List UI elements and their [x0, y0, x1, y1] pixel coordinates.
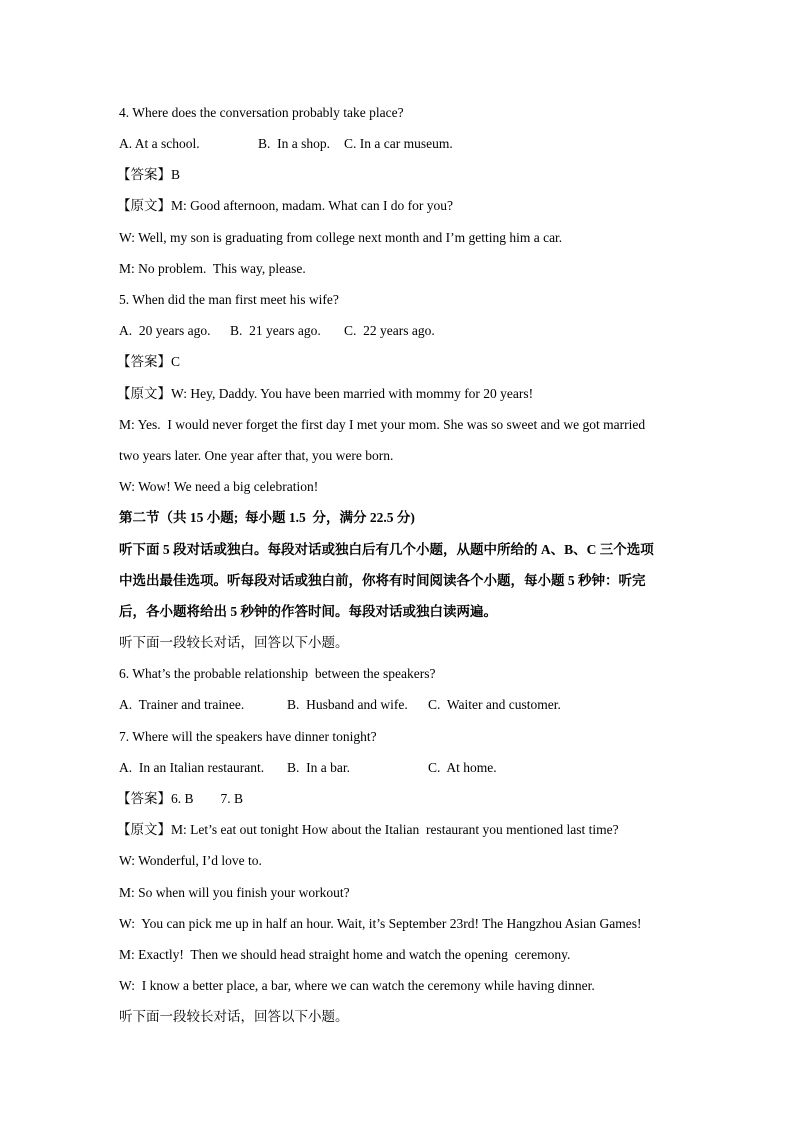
section-2-instructions-line-2: 中选出最佳选项。听每段对话或独白前，你将有时间阅读各个小题，每小题 5 秒钟：听完	[119, 573, 646, 588]
q4-transcript-line-3: M: No problem. This way, please.	[119, 261, 306, 276]
q7-option-c: C. At home.	[428, 760, 497, 775]
q5-option-b: B. 21 years ago.	[230, 323, 321, 338]
q5-transcript-line-4: W: Wow! We need a big celebration!	[119, 479, 319, 494]
q5-option-a: A. 20 years ago.	[119, 323, 211, 338]
q4-option-b: B. In a shop.	[258, 136, 330, 151]
q6-q7-answer: 【答案】6. B 7. B	[117, 791, 244, 806]
q7-option-b: B. In a bar.	[287, 760, 350, 775]
q6-option-b: B. Husband and wife.	[287, 697, 408, 712]
q7-transcript-line-4: W: You can pick me up in half an hour. Wait, it’s September 23rd! The Hangzhou Asian Games!	[119, 916, 642, 931]
q7-transcript-line-3: M: So when will you finish your workout?	[119, 885, 350, 900]
section-2-lead-in: 听下面一段较长对话，回答以下小题。	[119, 635, 349, 650]
section-2-heading: 第二节（共 15 小题; 每小题 1.5 分，满分 22.5 分)	[119, 510, 415, 525]
section-2-instructions-line-3: 后，各小题将给出 5 秒钟的作答时间。每段对话或独白读两遍。	[119, 604, 497, 619]
q4-option-c: C. In a car museum.	[344, 136, 453, 151]
q4-transcript-line-1: 【原文】M: Good afternoon, madam. What can I do for you?	[117, 198, 454, 213]
q7-transcript-line-2: W: Wonderful, I’d love to.	[119, 853, 262, 868]
section-2-instructions-line-1: 听下面 5 段对话或独白。每段对话或独白后有几个小题，从题中所给的 A、B、C 三个选项	[119, 542, 654, 557]
q4-answer: 【答案】B	[117, 167, 181, 182]
q7-option-a: A. In an Italian restaurant.	[119, 760, 265, 775]
q5-answer: 【答案】C	[117, 354, 181, 369]
q5-transcript-line-2: M: Yes. I would never forget the first day I met your mom. She was so sweet and we got married	[119, 417, 646, 432]
q5-transcript-line-1: 【原文】W: Hey, Daddy. You have been married with mommy for 20 years!	[117, 386, 534, 401]
q6-option-a: A. Trainer and trainee.	[119, 697, 245, 712]
q7-transcript-line-5: M: Exactly! Then we should head straight home and watch the opening ceremony.	[119, 947, 571, 962]
q4-option-a: A. At a school.	[119, 136, 200, 151]
q5-option-c: C. 22 years ago.	[344, 323, 435, 338]
question-5: 5. When did the man first meet his wife?	[119, 292, 339, 307]
next-lead-in: 听下面一段较长对话，回答以下小题。	[119, 1009, 349, 1024]
q6-option-c: C. Waiter and customer.	[428, 697, 561, 712]
question-4: 4. Where does the conversation probably take place?	[119, 105, 404, 120]
q7-transcript-line-1: 【原文】M: Let’s eat out tonight How about the Italian restaurant you mentioned last time?	[117, 822, 619, 837]
q7-transcript-line-6: W: I know a better place, a bar, where we can watch the ceremony while having dinner.	[119, 978, 595, 993]
q5-transcript-line-3: two years later. One year after that, you were born.	[119, 448, 394, 463]
q4-transcript-line-2: W: Well, my son is graduating from college next month and I’m getting him a car.	[119, 230, 563, 245]
question-7: 7. Where will the speakers have dinner tonight?	[119, 729, 377, 744]
question-6: 6. What’s the probable relationship between the speakers?	[119, 666, 436, 681]
